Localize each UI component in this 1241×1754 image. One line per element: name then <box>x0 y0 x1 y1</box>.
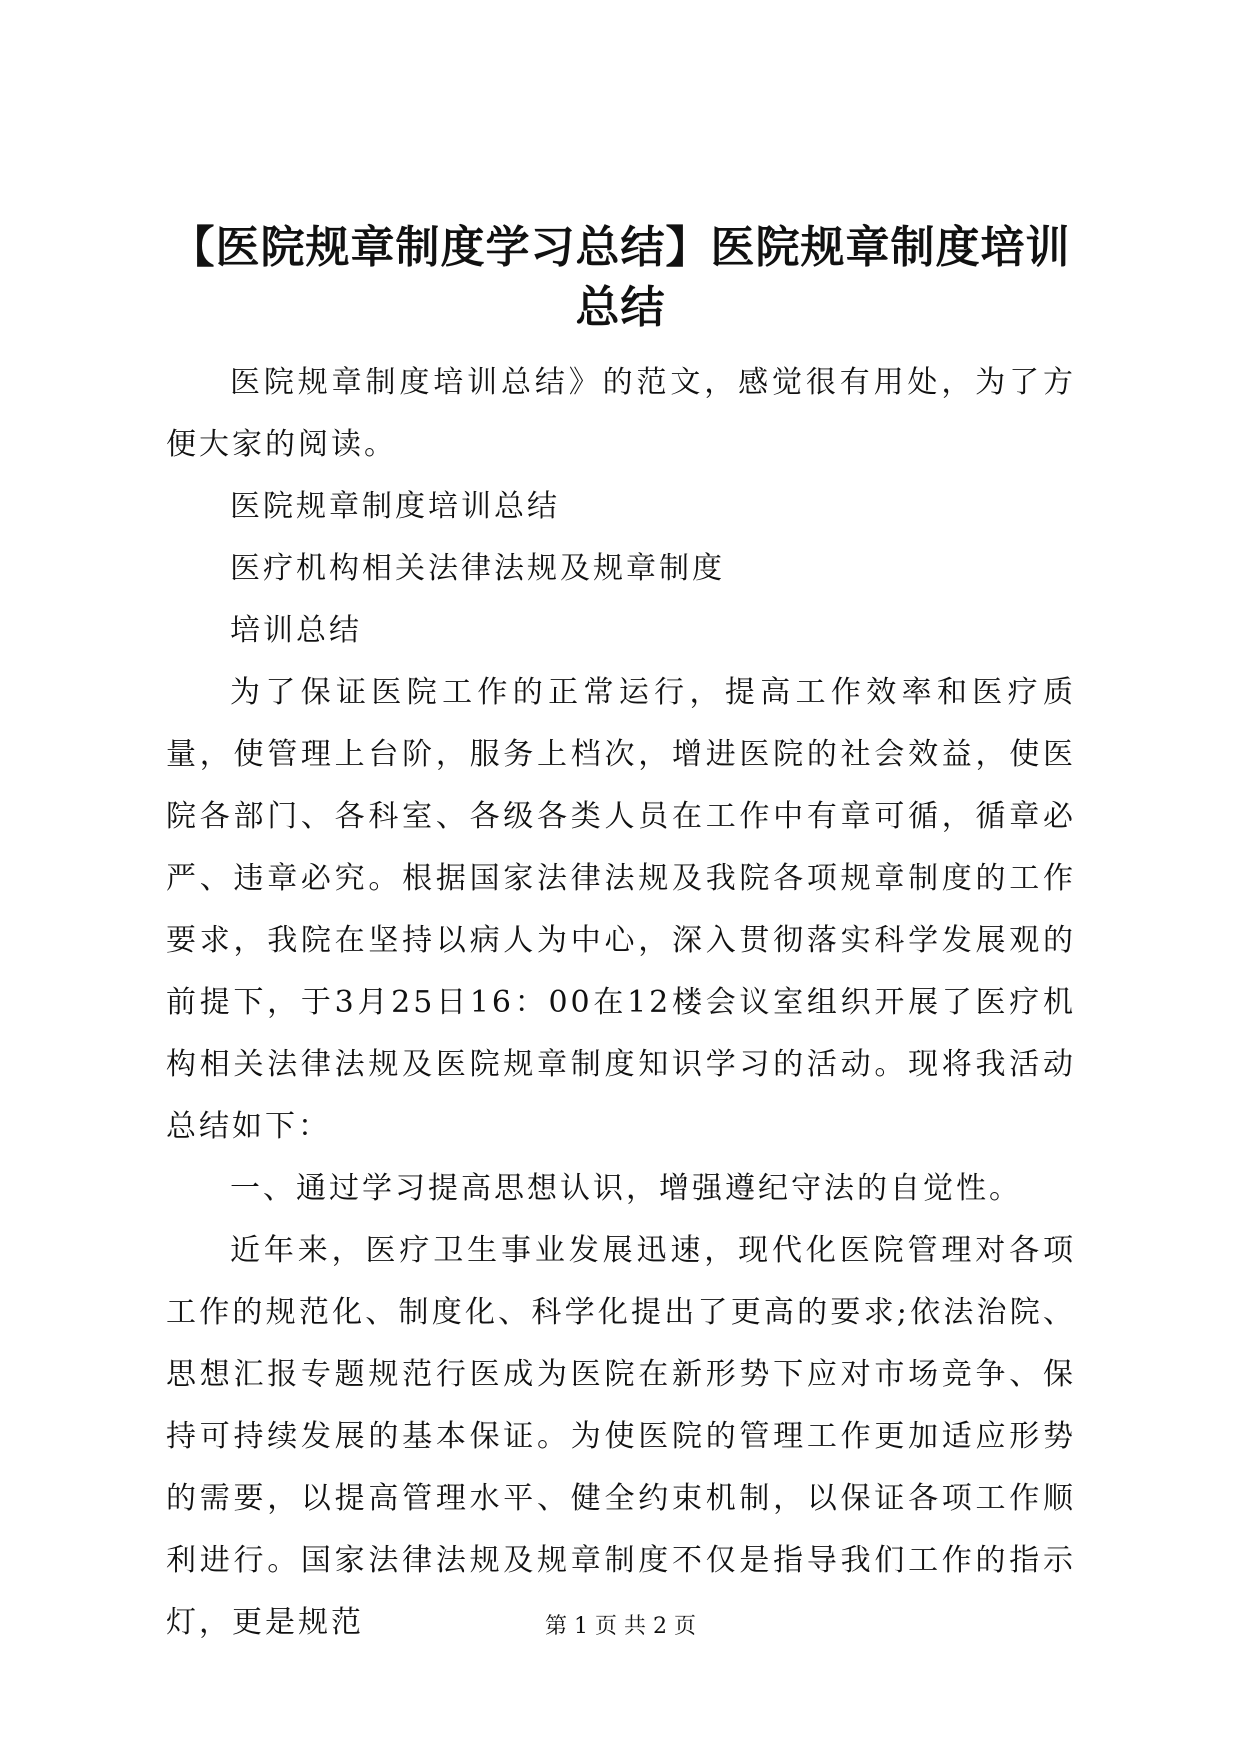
paragraph-heading-2: 培训总结 <box>230 613 362 648</box>
document-title: 【医院规章制度学习总结】医院规章制度培训总结 <box>170 222 1071 333</box>
document-body <box>166 352 1076 1654</box>
paragraph-subtitle: 医院规章制度培训总结 <box>230 489 560 524</box>
page-footer: 第 1 页 共 2 页 <box>545 1614 696 1639</box>
paragraph-heading-1: 医疗机构相关法律法规及规章制度 <box>230 551 725 586</box>
paragraph-section-heading: 一、通过学习提高思想认识，增强遵纪守法的自觉性。 <box>230 1171 1022 1206</box>
paragraph-intro: 医院规章制度培训总结》的范文，感觉很有用处，为了方便大家的阅读。 <box>166 365 1076 462</box>
paragraph-section-body: 近年来，医疗卫生事业发展迅速，现代化医院管理对各项工作的规范化、制度化、科学化提出了更高的要求;依法治院、思想汇报专题规范行医成为医院在新形势下应对市场竞争、保持可持续发展的基本保证。为使医院的管理工作更加适应形势的需要，以提高管理水平、健全约束机制，以保证各项工作顺利进行。国家法律法规及规章制度不仅是指导我们工作的指示灯，更是规范 <box>166 1233 1076 1640</box>
paragraph-main: 为了保证医院工作的正常运行，提高工作效率和医疗质量，使管理上台阶，服务上档次，增进医院的社会效益，使医院各部门、各科室、各级各类人员在工作中有章可循，循章必严、违章必究。根据国家法律法规及我院各项规章制度的工作要求，我院在坚持以病人为中心，深入贯彻落实科学发展观的前提下，于3月25日16：00在12楼会议室组织开展了医疗机构相关法律法规及医院规章制度知识学习的活动。现将我活动总结如下： <box>166 675 1076 1144</box>
